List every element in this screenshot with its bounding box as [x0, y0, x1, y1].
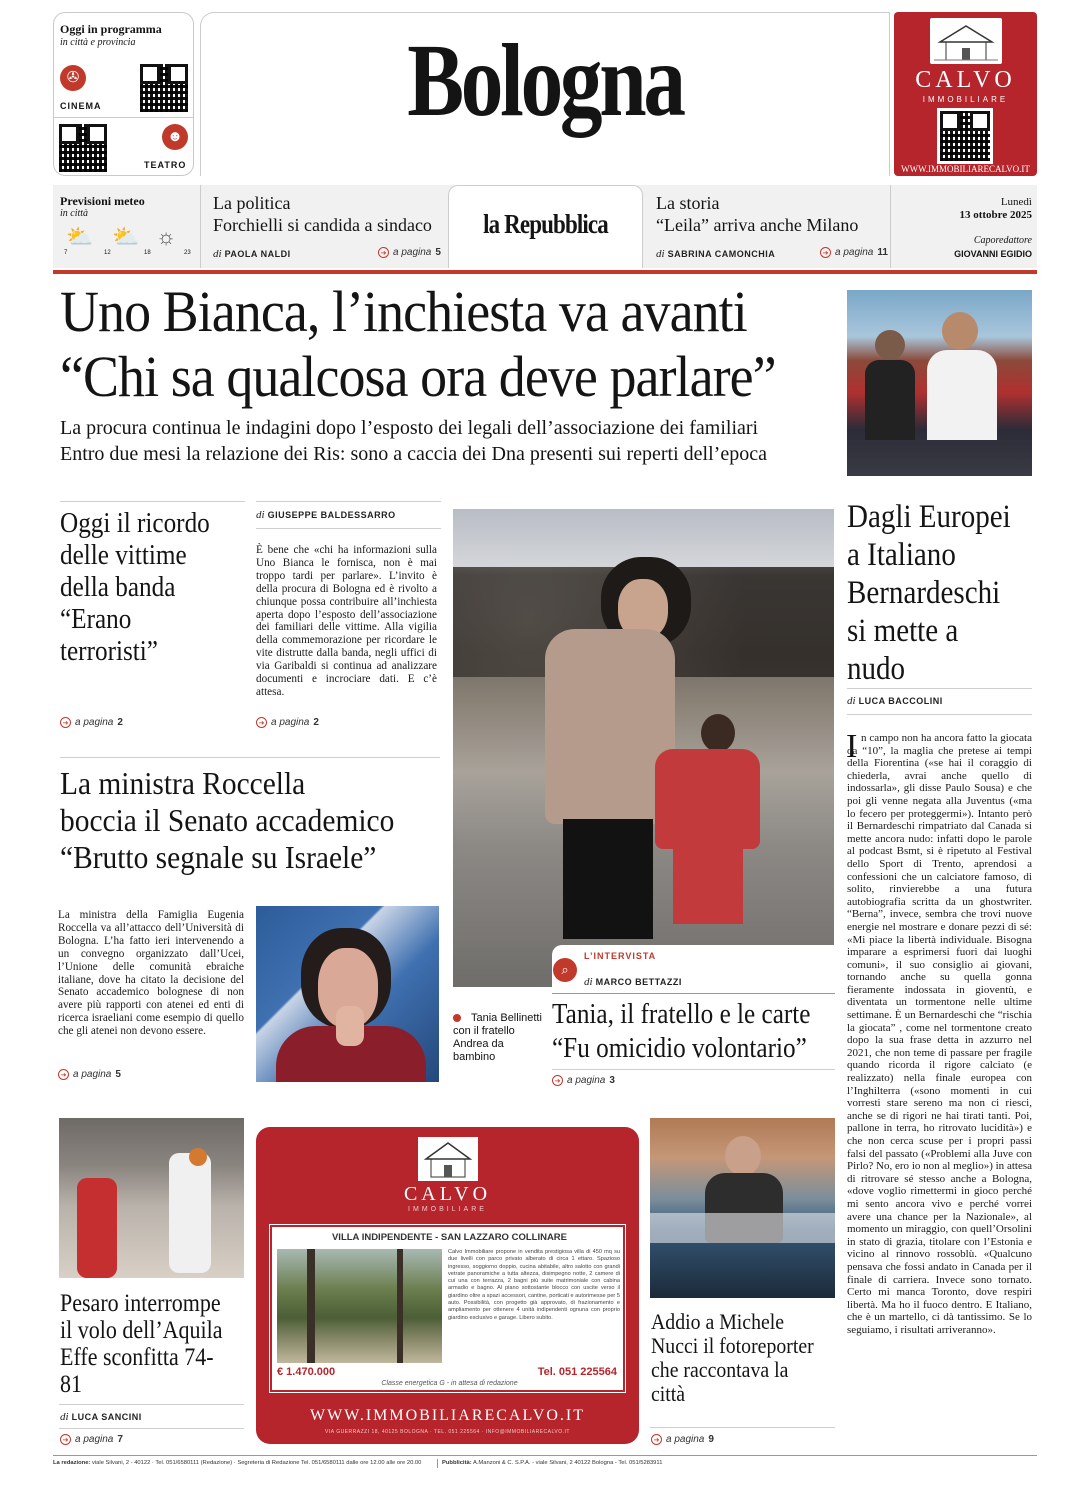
- editor-role: Caporedattore: [973, 235, 1032, 246]
- storia-byline: di SABRINA CAMONCHIA: [656, 248, 776, 260]
- politica-byline: di PAOLA NALDI: [213, 248, 291, 260]
- cinema-label: CINEMA: [60, 101, 102, 111]
- nucci-title[interactable]: Addio a Michele Nucci il fotoreporter che raccontava la città: [651, 1309, 814, 1406]
- nucci-photo: [650, 1118, 835, 1298]
- date-day: Lunedì: [1000, 196, 1032, 208]
- accent-rule: [53, 270, 1037, 274]
- intervista-title-1[interactable]: Tania, il fratello e le carte: [552, 999, 811, 1030]
- intervista-byline: di MARCO BETTAZZI: [584, 976, 682, 988]
- roccella-text: La ministra della Famiglia Eugenia Roccella va all’attacco dell’Università di Bologna. L’ha fatto ieri intervenendo a un convegno organizzato dall’Ucei, l’Unione delle comunità ebraiche italiane, dove ha citato la decisione del Senato accademico bolognese di non avere più rapporti con atenei ed enti di ricerca israeliani come esempio di quello che gli atenei non devono essere.: [58, 909, 244, 1038]
- tania-photo: [453, 509, 834, 987]
- calvo-brand: CALVO: [915, 67, 1016, 93]
- meteo-subtitle: in città: [60, 208, 89, 219]
- roccella-title-3[interactable]: “Brutto segnale su Israele”: [60, 839, 377, 875]
- teatro-qr-code[interactable]: [59, 124, 107, 172]
- villa-price: € 1.470.000: [277, 1366, 336, 1378]
- footer-redazione: La redazione: viale Silvani, 2 - 40122 · Tel. 051/6580111 (Redazione) · Segreteria di Redazione Tel. 051/6580111 dalle ore 12.00 alle ore 20.00: [53, 1460, 422, 1466]
- masthead-title[interactable]: Bologna: [407, 23, 683, 138]
- lead-headline-1[interactable]: Uno Bianca, l’inchiesta va avanti: [60, 279, 747, 344]
- roccella-page-link[interactable]: ➔ a pagina 5: [58, 1069, 121, 1080]
- villa-description: Calvo Immobiliare propone in vendita prestigiosa villa di 450 mq su due livelli con parco privato alberato di circa 1 ettaro. Spazioso ingresso, soggiorno doppio, cucina abitabile, altro salotto con grandi vetrate panoramiche a tutta altezza, disimpegno notte, 2 camere di cui una con terrazza, 2 bagni più suite matrimoniale con cabina armadio e bagno. Al piano sottostante blocco con uscite verso il giardino oltre a spazi accessori, cantine, porticati e autorimesse per 5 auto. Possibilità, con progetto già approvato, di frazionamento e ampliamento per ottenere 4 unità indipendenti ognuna con proprio giardino esclusivo e garage. Libero subito.: [448, 1249, 620, 1321]
- meteo-hour: 7: [64, 250, 68, 256]
- politica-page-link[interactable]: ➔ a pagina 5: [378, 247, 441, 258]
- calvo-brand: CALVO: [403, 1183, 492, 1205]
- nucci-page-link[interactable]: ➔ a pagina 9: [651, 1434, 714, 1445]
- politica-kicker: La politica: [213, 193, 291, 213]
- roccella-title-1[interactable]: La ministra Roccella: [60, 765, 306, 801]
- villa-classe: Classe energetica G - in attesa di redazione: [381, 1380, 518, 1387]
- lead-headline-2[interactable]: “Chi sa qualcosa ora deve parlare”: [60, 344, 776, 409]
- calvo-big-url[interactable]: WWW.IMMOBILIARECALVO.IT: [309, 1407, 585, 1424]
- ricordo-page-link[interactable]: ➔ a pagina 2: [60, 717, 123, 728]
- pesaro-byline: di LUCA SANCINI: [60, 1411, 142, 1423]
- sun-icon: ☼: [156, 224, 177, 249]
- film-reel-icon[interactable]: ✇: [60, 65, 86, 91]
- baldessarro-text: È bene che «chi ha informazioni sulla Uno Bianca le fornisca, non è mai troppo tardi per parlare». L’invito è della procura di Bologna ed è rivolto a chiunque possa contribuire all’inchiesta aperta dopo l’esposto dell’associazione dei familiari delle vittime. Alla vigilia della commemorazione per ricordare le vite distrutte dalla banda, negli uffici di via Garibaldi si continua ad analizzare documenti e incrociare dati. E c’è attesa.: [256, 544, 437, 698]
- baldessarro-byline: di GIUSEPPE BALDESSARRO: [256, 509, 396, 521]
- lead-subtitle-1: La procura continua le indagini dopo l’esposto dei legali dell’associazione dei familiari: [60, 417, 759, 439]
- bernardeschi-photo: [847, 290, 1032, 476]
- tania-caption: Tania Bellinetti con il fratello Andrea da bambino: [453, 1012, 542, 1063]
- roccella-title-2[interactable]: boccia il Senato accademico: [60, 802, 395, 838]
- calvo-ad-top[interactable]: [894, 12, 1037, 176]
- footer-pubblicita: Pubblicità: A.Manzoni & C. S.P.A. - viale Silvani, 2 40122 Bologna - Tel. 051/5283911: [442, 1460, 663, 1466]
- editor-name: GIOVANNI EGIDIO: [954, 249, 1032, 259]
- sun-cloud-icon: ⛅: [66, 224, 94, 249]
- calvo-url[interactable]: WWW.IMMOBILIARECALVO.IT: [901, 164, 1030, 174]
- bernardeschi-byline: di LUCA BACCOLINI: [847, 695, 943, 707]
- meteo-hour: 18: [144, 250, 151, 256]
- roccella-photo: [256, 906, 439, 1082]
- meteo-hour: 12: [104, 250, 111, 256]
- ricordo-title[interactable]: Oggi il ricordo delle vittime della banda “Erano terroristi”: [60, 508, 210, 667]
- villa-title: VILLA INDIPENDENTE - SAN LAZZARO COLLINARE: [331, 1232, 568, 1243]
- theater-mask-icon[interactable]: ☻: [162, 124, 188, 150]
- calvo-qr-code[interactable]: [940, 111, 990, 161]
- calvo-address: VIA GUERRAZZI 18, 40125 BOLOGNA · TEL. 051 225564 · INFO@IMMOBILIARECALVO.IT: [325, 1429, 570, 1435]
- sun-cloud-icon: ⛅: [112, 224, 140, 249]
- intervista-kicker: L’INTERVISTA: [584, 951, 657, 961]
- bernardeschi-title[interactable]: Dagli Europei a Italiano Bernardeschi si mette a nudo: [847, 499, 1011, 687]
- lead-subtitle-2: Entro due mesi la relazione dei Ris: sono a caccia dei Dna presenti sui reperti dell’epoca: [60, 443, 767, 465]
- repubblica-logo[interactable]: la Repubblica: [483, 209, 608, 239]
- bernardeschi-dropcap: I: [846, 728, 858, 765]
- meteo-hour: 23: [184, 250, 191, 256]
- politica-title[interactable]: Forchielli si candida a sindaco: [213, 215, 432, 235]
- villa-photo: [277, 1249, 442, 1363]
- meteo-title: Previsioni meteo: [60, 194, 145, 208]
- weather-row: [60, 224, 195, 258]
- villa-tel: Tel. 051 225564: [537, 1366, 617, 1378]
- baldessarro-page-link[interactable]: ➔ a pagina 2: [256, 717, 319, 728]
- pesaro-page-link[interactable]: ➔ a pagina 7: [60, 1434, 123, 1445]
- programma-subtitle: in città e provincia: [60, 37, 136, 48]
- basket-photo: [59, 1118, 244, 1278]
- house-illustration: [418, 1137, 478, 1181]
- calvo-sub: IMMOBILIARE: [922, 95, 1009, 104]
- villa-listing[interactable]: [270, 1225, 625, 1392]
- house-illustration: [930, 18, 1002, 64]
- storia-kicker: La storia: [656, 193, 720, 213]
- magnifier-icon: ⌕: [553, 958, 577, 982]
- teatro-label: TEATRO: [144, 160, 187, 170]
- intervista-page-link[interactable]: ➔ a pagina 3: [552, 1075, 615, 1086]
- programma-title: Oggi in programma: [60, 22, 162, 36]
- storia-page-link[interactable]: ➔ a pagina 11: [820, 247, 888, 258]
- cinema-qr-code[interactable]: [140, 64, 188, 112]
- calvo-sub: IMMOBILIARE: [408, 1206, 487, 1213]
- date-full: 13 ottobre 2025: [959, 209, 1032, 221]
- pesaro-title[interactable]: Pesaro interrompe il volo dell’Aquila Effe sconfitta 74-81: [60, 1290, 223, 1398]
- calvo-ad-big[interactable]: [256, 1127, 639, 1444]
- storia-title[interactable]: “Leila” arriva anche Milano: [656, 215, 859, 235]
- bernardeschi-text: n campo non ha ancora fatto la giocata da “10”, la maglia che pretese ai tempi della Fiorentina («se hai il coraggio di chiederla, avrai anche quello di indossarla», gli disse Paulo Sousa) e che poi gli venne negata alla Juventus («ma lo fecero per proteggermi»). Intanto però il Bernardeschi rimpatriato dal Canada si mette ancora nudo: infatti dopo le parole al podcast Bsmt, si è ripetuto al Festival dello Sport di Trento, aprendosi a confessioni che un calciatore famoso, di solito, rinvierebbe a una futura autobiografia scritta da un ghostwriter. “Berna”, invece, sembra che trovi nuove energie nel mostrare e donare pezzi di sé: «Mi piace la libertà individuale. Bisogna imparare a esprimersi fuori dai luoghi comuni», il suo consiglio ai giovani, tornando anche su quella gonna fieramente indossata in gioventù, e diventata un tormentone nelle ultime settimane. È un Bernardeschi che “rischia la giocata” , come nel tormentone creato dopo la sua frase detta in azzurro nel 2021, che non teme di passare per fragile quando ricorda il rigore calciato (e realizzato) nella finale europea con l’Inghilterra («sono momenti in cui vorresti stare sereno ma non ci riesci, anche se di rigori ne hai tirati tanti. Poi, pallone in terra, ho ritrovato lucidità») e che non cerca scuse per i propri passi falsi del passato («Problemi alla Juve con Pirlo? No, ero io non al meglio») in attesa di ritrovare sé stesso anche a Bologna, «dove voglio rimettermi in gioco perché mi sento ancora vivo e perché vorrei avere una chance per la Nazionale», al momento un miraggio, con quell’Orsolini in stato di grazia, titolare con l’Estonia e vicino al rinnovo rossoblù. «Qualcuno pensava che fossi andato in Canada per il finale di carriera. Invece sono tornato. Certo mi manca Toronto, dove respiri libertà. Ma ho il fuoco dentro. E Italiano, che è un martello, ci dà tantissimo. Se lo seguiamo, i risultati arriveranno».: [847, 732, 1032, 1336]
- intervista-title-2[interactable]: “Fu omicidio volontario”: [552, 1033, 807, 1064]
